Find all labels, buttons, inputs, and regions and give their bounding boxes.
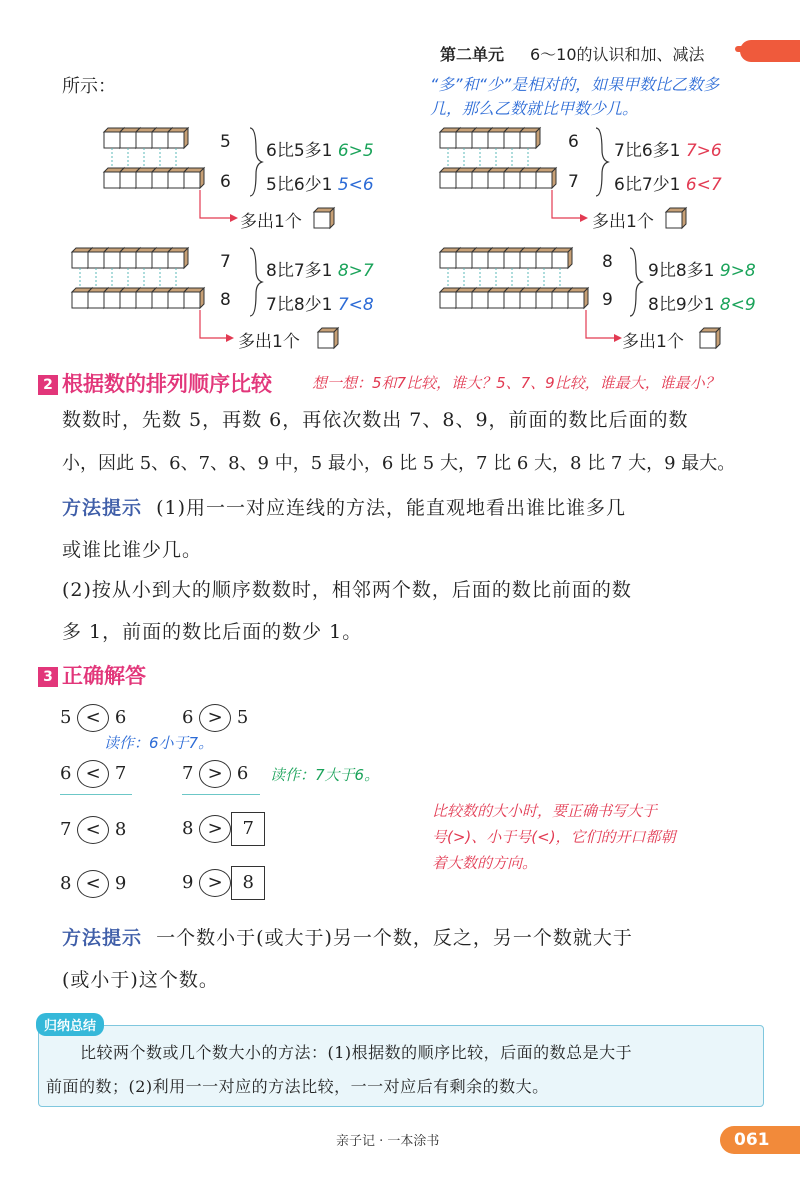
pen-read-2: 读作：7大于6。	[270, 766, 380, 784]
group-3-bottom-number: 8	[220, 290, 231, 310]
group-4-top-number: 8	[602, 252, 613, 272]
note-top-line1: “多”和“少”是相对的，如果甲数比乙数多	[430, 75, 720, 94]
summary-tag: 归纳总结	[36, 1013, 104, 1036]
answer-row-3-right: 8 > 7	[182, 812, 265, 846]
group-2-extra: 多出1个	[592, 212, 654, 232]
answer-row-4-left: 8 < 9	[60, 870, 126, 898]
tip-2-line1: 一个数小于(或大于)另一个数，反之，另一个数就大于	[156, 927, 633, 949]
pen-right-line2: 号(>)、小于号(<)，它们的开口都朝	[432, 828, 676, 846]
header-topic: 6～10的认识和加、减法	[530, 45, 705, 64]
group-2-bottom-number: 7	[568, 172, 579, 192]
section-2-text-line1: 数数时，先数 5，再数 6，再依次数出 7、8、9，前面的数比后面的数	[62, 409, 689, 431]
header-unit: 第二单元	[440, 45, 505, 64]
less-than-circle: <	[77, 704, 109, 732]
pen-right-line1: 比较数的大小时，要正确书写大于	[432, 802, 658, 820]
group-4-bottom-row	[440, 288, 588, 308]
answer-row-4-right: 9 > 8	[182, 866, 265, 900]
group-1-ans1: 6>5	[337, 141, 374, 161]
group-3-ans2: 7<8	[337, 295, 374, 315]
intro-text: 所示：	[62, 76, 116, 97]
group-3-top-row	[72, 248, 188, 268]
section-3-number: 3	[38, 667, 58, 687]
page-number: 061	[720, 1126, 800, 1154]
greater-than-circle: >	[199, 704, 231, 732]
group-1-bottom-row	[104, 168, 204, 188]
group-2-ans2: 6<7	[685, 175, 722, 195]
group-3-bottom-row	[72, 288, 204, 308]
tip-1-line1: (1)用一一对应连线的方法，能直观地看出谁比谁多几	[156, 497, 627, 519]
header-bar-small	[735, 46, 757, 52]
group-2-ans1: 7>6	[685, 141, 722, 161]
less-than-circle: <	[77, 870, 109, 898]
pen-right-line3: 着大数的方向。	[432, 854, 538, 872]
group-4-line1: 9比8多1	[648, 261, 715, 281]
tip-1-line3: (2)按从小到大的顺序数数时，相邻两个数，后面的数比前面的数	[62, 579, 632, 601]
answer-row-2-left: 6 < 7	[60, 760, 132, 795]
summary-line2: 前面的数；(2)利用一一对应的方法比较，一一对应后有剩余的数大。	[46, 1077, 549, 1096]
section-3-heading	[38, 660, 146, 690]
answer-row-3-left: 7 < 8	[60, 816, 126, 844]
group-1-extra: 多出1个	[240, 212, 302, 232]
less-than-circle: <	[77, 816, 109, 844]
group-2-line1: 7比6多1	[614, 141, 681, 161]
tip-1-line4: 多 1，前面的数比后面的数少 1。	[62, 621, 363, 643]
section-2-pen-note: 想一想：5和7比较，谁大？5、7、9比较，谁最大，谁最小？	[312, 374, 720, 392]
note-top-line2: 几，那么乙数就比甲数少几。	[430, 99, 639, 118]
group-3-line1: 8比7多1	[266, 261, 333, 281]
group-1-top-row	[104, 128, 188, 148]
greater-than-circle: >	[199, 869, 231, 897]
greater-than-circle: >	[199, 815, 231, 843]
tip-2-line2: (或小于)这个数。	[62, 969, 219, 991]
group-1-ans2: 5<6	[337, 175, 374, 195]
tip-2-label: 方法提示	[62, 927, 143, 949]
section-3-title: 正确解答	[62, 664, 146, 688]
group-4-line2: 8比9少1	[648, 295, 715, 315]
group-2-bottom-row	[440, 168, 556, 188]
group-4-top-row	[440, 248, 572, 268]
section-2-title: 根据数的排列顺序比较	[62, 372, 272, 396]
group-3-ans1: 8>7	[337, 261, 374, 281]
tip-1-line2: 或谁比谁少几。	[62, 539, 203, 561]
group-2-line2: 6比7少1	[614, 175, 681, 195]
answer-box: 7	[231, 812, 265, 846]
group-3-line2: 7比8少1	[266, 295, 333, 315]
answer-box: 8	[231, 866, 265, 900]
answer-row-1-right: 6 > 5	[182, 704, 248, 732]
group-3-extra: 多出1个	[238, 332, 300, 352]
section-2-number: 2	[38, 375, 58, 395]
section-2-text-line2: 小，因此 5、6、7、8、9 中，5 最小，6 比 5 大，7 比 6 大，8 比 7 大，9 最大。	[62, 453, 736, 474]
group-4-bottom-number: 9	[602, 290, 613, 310]
greater-than-circle: >	[199, 760, 231, 788]
answer-row-2-right: 7 > 6	[182, 760, 260, 795]
group-1-line2: 5比6少1	[266, 175, 333, 195]
group-4-ans2: 8<9	[719, 295, 756, 315]
group-4-ans1: 9>8	[719, 261, 756, 281]
group-1-line1: 6比5多1	[266, 141, 333, 161]
group-2-top-row	[440, 128, 540, 148]
group-1-bottom-number: 6	[220, 172, 231, 192]
tip-1-label: 方法提示	[62, 497, 143, 519]
group-3-top-number: 7	[220, 252, 231, 272]
group-4-extra: 多出1个	[622, 332, 684, 352]
section-2-heading	[38, 368, 272, 398]
group-2-top-number: 6	[568, 132, 579, 152]
answer-row-1-left: 5 < 6	[60, 704, 126, 732]
group-1-top-number: 5	[220, 132, 231, 152]
summary-line1: 比较两个数或几个数大小的方法：(1)根据数的顺序比较，后面的数总是大于	[80, 1043, 633, 1062]
footer-text: 亲子记 · 一本涂书	[336, 1134, 440, 1149]
pen-read-1: 读作：6小于7。	[104, 734, 214, 752]
less-than-circle: <	[77, 760, 109, 788]
